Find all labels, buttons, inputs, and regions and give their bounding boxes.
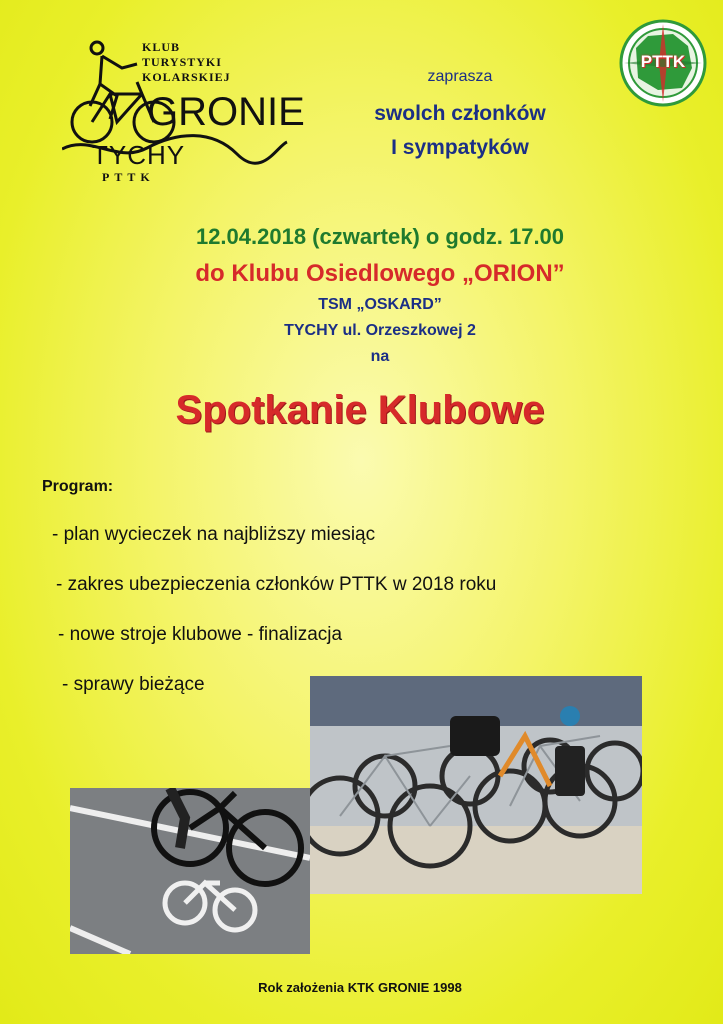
bikes-photo	[310, 676, 642, 894]
program-heading: Program:	[42, 478, 114, 495]
logo-club-line3: KOLARSKIEJ	[142, 70, 231, 84]
invite-line3: I sympatyków	[391, 136, 529, 159]
club-logo	[62, 34, 305, 194]
logo-org: PTTK	[102, 170, 155, 184]
program-item: - plan wycieczek na najbliższy miesiąc	[52, 524, 376, 545]
logo-club-line2: TURYSTYKI	[142, 55, 222, 69]
bike-lane-image	[70, 788, 310, 954]
program-item: - sprawy bieżące	[62, 674, 205, 695]
event-venue: do Klubu Osiedlowego „ORION”	[195, 260, 565, 287]
event-date: 12.04.2018 (czwartek) o godz. 17.00	[195, 224, 565, 249]
page-title: Spotkanie Klubowe	[175, 388, 545, 432]
pttk-emblem-text: PTTK	[640, 52, 686, 71]
invite-line1: zaprasza	[427, 68, 493, 85]
pttk-emblem	[618, 18, 708, 108]
program-item: - nowe stroje klubowe - finalizacja	[58, 624, 343, 645]
event-na: na	[370, 348, 390, 365]
event-organizer: TSM „OSKARD”	[318, 296, 442, 313]
logo-name: GRONIE	[147, 90, 305, 134]
parked-bicycles-image	[310, 676, 642, 894]
footer-founded: Rok założenia KTK GRONIE 1998	[258, 980, 462, 995]
program-item: - zakres ubezpieczenia członków PTTK w 2018 roku	[56, 574, 497, 595]
logo-city: TYCHY	[92, 140, 186, 170]
logo-club-line1: KLUB	[142, 40, 181, 54]
invite-line2: swolch członków	[374, 102, 546, 125]
bike-lane-photo	[70, 788, 310, 954]
event-address: TYCHY ul. Orzeszkowej 2	[284, 322, 476, 339]
